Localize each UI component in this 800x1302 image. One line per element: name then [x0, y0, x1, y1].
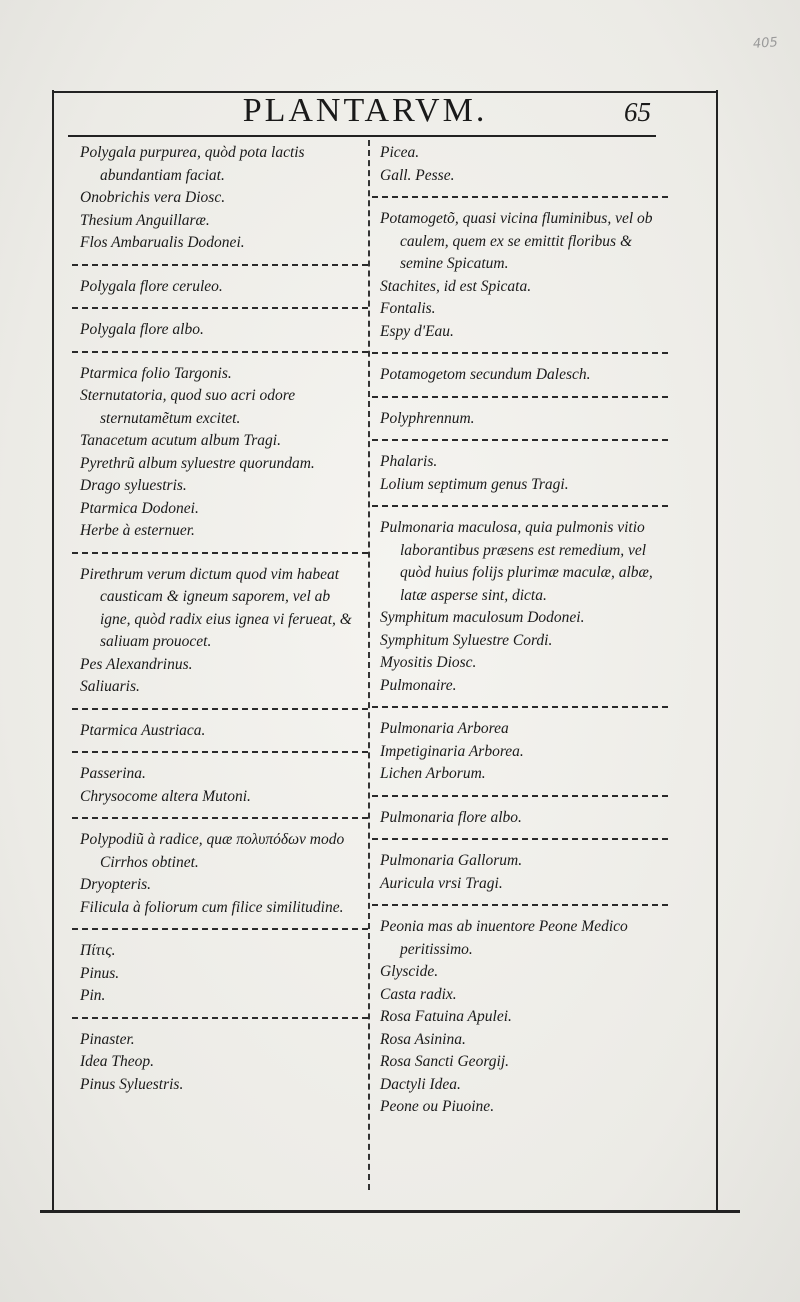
right-entry-group — [380, 451, 664, 496]
plant-entry: Polypodiũ à radice, quæ πολυπόδων modo Cirrhos obtinet. — [80, 831, 345, 871]
plant-entry: Picea. — [380, 144, 420, 161]
entry-separator — [72, 817, 368, 819]
column-divider — [368, 140, 370, 1190]
plant-entry: Gall. Pesse. — [380, 166, 455, 184]
right-entry-group — [380, 408, 664, 431]
plant-entry: Saliuaris. — [80, 678, 140, 695]
plant-entry: Rosa Asinina. — [380, 1030, 466, 1048]
plant-entry: Dactyli Idea. — [380, 1075, 461, 1093]
plant-entry: Pirethrum verum dictum quod vim habeat causticam & igneum saporem, vel ab igne, quòd radix eius ignea vi ferueat, & saliuam prouocet. — [80, 565, 352, 650]
plant-entry: Pinaster. — [80, 1030, 135, 1048]
right-entry-group — [380, 916, 664, 1119]
plant-entry: Rosa Sancti Georgij. — [380, 1053, 510, 1070]
left-entry-group — [80, 1029, 364, 1097]
right-entry-group — [380, 517, 664, 697]
archive-number: 405 — [752, 35, 779, 52]
plant-entry: Herbe à esternuer. — [80, 522, 195, 539]
plant-entry: Pes Alexandrinus. — [80, 655, 193, 673]
left-entry-group — [80, 940, 364, 1008]
page-number: 65 — [624, 97, 651, 127]
right-entry-group — [380, 850, 664, 895]
plant-entry: Lolium septimum genus Tragi. — [380, 475, 569, 493]
left-entry-group — [80, 720, 364, 743]
entry-separator — [372, 505, 668, 507]
plant-entry: Peonia mas ab inuentore Peone Medico peritissimo. — [380, 918, 628, 958]
entry-separator — [72, 552, 368, 554]
entry-separator — [372, 396, 668, 398]
plant-entry: Espy d'Eau. — [380, 322, 454, 340]
plant-entry: Symphitum Syluestre Cordi. — [380, 631, 553, 649]
plant-entry: Pulmonaria Arborea — [380, 720, 509, 737]
plant-entry: Ptarmica folio Targonis. — [80, 364, 232, 382]
right-entry-group — [380, 142, 664, 187]
entry-separator — [72, 928, 368, 930]
right-entry-group — [380, 718, 664, 786]
entry-separator — [372, 838, 668, 840]
plant-entry: Dryopteris. — [80, 876, 152, 893]
left-entry-group — [80, 319, 364, 342]
plant-entry: Pinus Syluestris. — [80, 1075, 184, 1093]
plant-entry: Pyrethrũ album syluestre quorundam. — [80, 454, 315, 472]
plant-entry: Pinus. — [80, 964, 120, 982]
left-entry-group — [80, 142, 364, 255]
plant-entry: Pulmonaria Gallorum. — [380, 852, 523, 869]
plant-entry: Polygala flore albo. — [80, 321, 204, 338]
plant-entry: Idea Theop. — [80, 1053, 155, 1070]
plant-entry: Potamogetom secundum Dalesch. — [380, 366, 591, 383]
plant-entry: Ptarmica Dodonei. — [80, 499, 199, 517]
plant-entry: Thesium Anguillaræ. — [80, 211, 210, 229]
entry-separator — [372, 706, 668, 708]
right-entry-group — [380, 807, 664, 830]
entry-separator — [372, 352, 668, 354]
plant-entry: Impetiginaria Arborea. — [380, 742, 524, 760]
plant-entry: Pin. — [80, 987, 106, 1004]
entry-separator — [72, 351, 368, 353]
title-rule — [68, 135, 656, 137]
entry-separator — [72, 708, 368, 710]
plant-entry: Rosa Fatuina Apulei. — [380, 1008, 512, 1025]
plant-entry: Lichen Arborum. — [380, 765, 486, 782]
left-entry-group — [80, 276, 364, 299]
left-entry-group — [80, 763, 364, 808]
plant-entry: Polygala flore ceruleo. — [80, 277, 223, 295]
plant-entry: Fontalis. — [380, 300, 436, 317]
plant-entry: Sternutatoria, quod suo acri odore sternutamẽtum excitet. — [80, 387, 296, 427]
plant-entry: Stachites, id est Spicata. — [380, 277, 532, 295]
plant-entry: Pulmonaria maculosa, quia pulmonis vitio laborantibus præsens est remedium, vel quòd huius folijs plurimæ maculæ, albæ, latæ asperse sint, dicta. — [380, 519, 653, 604]
entry-separator — [72, 1017, 368, 1019]
right-column — [380, 142, 664, 1119]
plant-entry: Drago syluestris. — [80, 477, 187, 494]
plant-entry: Auricula vrsi Tragi. — [380, 874, 503, 892]
plant-entry: Polyphrennum. — [380, 409, 475, 427]
plant-entry: Πίτις. — [80, 942, 116, 959]
entry-separator — [372, 439, 668, 441]
plant-entry: Symphitum maculosum Dodonei. — [380, 609, 585, 626]
plant-entry: Ptarmica Austriaca. — [80, 721, 206, 739]
page-title: PLANTARVM. — [242, 92, 488, 129]
plant-entry: Tanacetum acutum album Tragi. — [80, 432, 281, 449]
plant-entry: Casta radix. — [380, 985, 457, 1003]
entry-separator — [372, 196, 668, 198]
left-entry-group — [80, 829, 364, 919]
plant-entry: Peone ou Piuoine. — [380, 1098, 495, 1115]
entry-separator — [72, 307, 368, 309]
plant-entry: Glyscide. — [380, 963, 439, 980]
right-entry-group — [380, 208, 664, 343]
plant-entry: Pulmonaria flore albo. — [380, 808, 522, 826]
plant-entry: Polygala purpurea, quòd pota lactis abundantiam faciat. — [80, 144, 305, 184]
left-entry-group — [80, 363, 364, 543]
plant-entry: Flos Ambarualis Dodonei. — [80, 234, 245, 251]
entry-separator — [72, 264, 368, 266]
left-column — [80, 142, 364, 1096]
plant-entry: Filicula à foliorum cum filice similitudine. — [80, 898, 344, 916]
plant-entry: Chrysocome altera Mutoni. — [80, 787, 251, 805]
plant-entry: Potamogetõ, quasi vicina fluminibus, vel ob caulem, quem ex se emittit floribus & semine Spicatum. — [380, 210, 653, 272]
frame-bottom-rule — [40, 1210, 740, 1213]
left-entry-group — [80, 564, 364, 699]
entry-separator — [372, 795, 668, 797]
plant-entry: Myositis Diosc. — [380, 654, 477, 671]
entry-separator — [372, 904, 668, 906]
plant-entry: Pulmonaire. — [380, 676, 457, 694]
plant-entry: Passerina. — [80, 765, 146, 782]
right-entry-group — [380, 364, 664, 387]
entry-separator — [72, 751, 368, 753]
plant-entry: Onobrichis vera Diosc. — [80, 189, 226, 206]
plant-entry: Phalaris. — [380, 453, 438, 470]
